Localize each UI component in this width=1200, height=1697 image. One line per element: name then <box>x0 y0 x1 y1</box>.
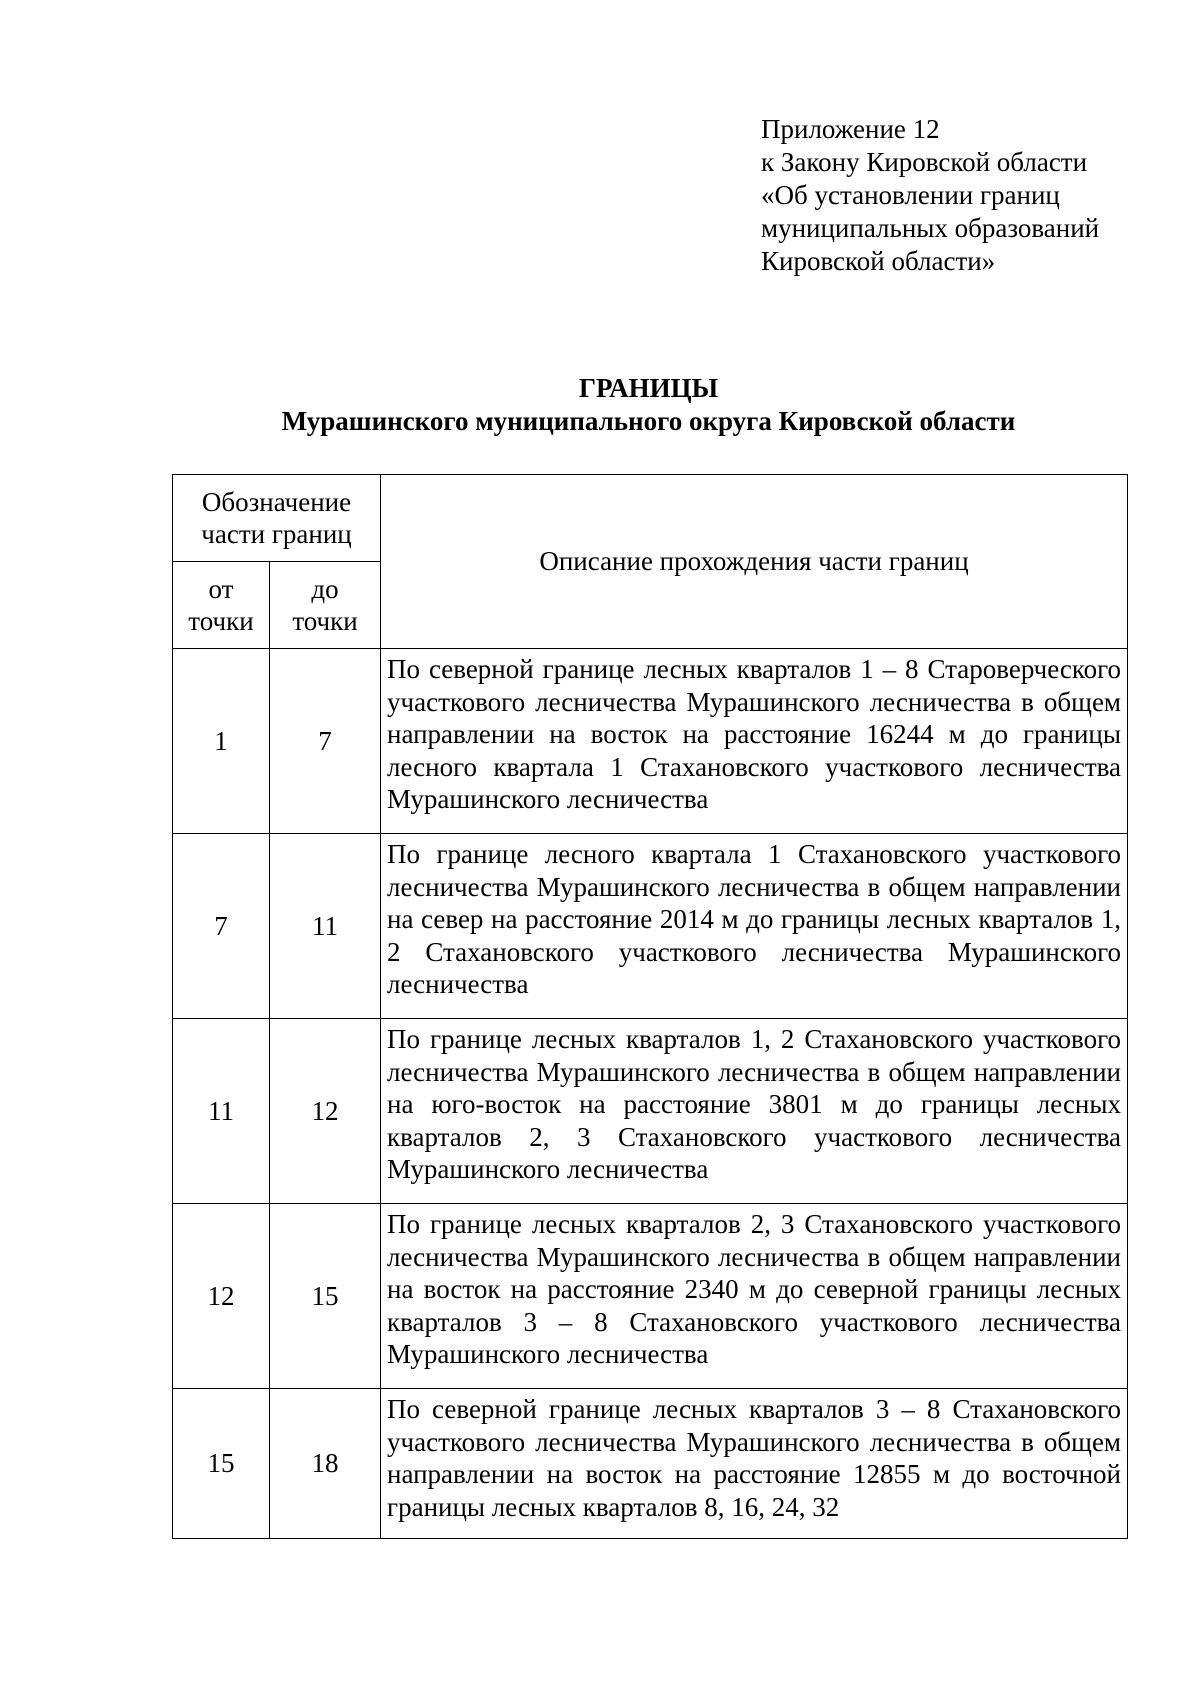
appendix-line: муниципальных образований <box>761 213 1100 243</box>
boundaries-table <box>172 474 1128 1539</box>
header-text: точки <box>188 606 254 636</box>
to-point-cell: 15 <box>270 1204 381 1389</box>
to-point-cell: 18 <box>270 1389 381 1539</box>
header-text: от <box>208 573 234 604</box>
description-cell: По границе лесного квартала 1 Стахановского участкового лесничества Мурашинского лесничества в общем направлении на север на расстояние 2014 м до границы лесных кварталов 1, 2 Стахановского участкового лесничества Мурашинского лесничества <box>381 834 1128 1019</box>
description-cell: По границе лесных кварталов 2, 3 Стахановского участкового лесничества Мурашинского лесничества в общем направлении на восток на расстояние 2340 м до северной границы лесных кварталов 3 – 8 Стахановского участкового лесничества Мурашинского лесничества <box>381 1204 1128 1389</box>
table-row <box>173 1019 1128 1204</box>
header-from-point <box>173 562 270 649</box>
appendix-note <box>761 113 1099 278</box>
header-text: точки <box>292 606 358 636</box>
header-text: части границ <box>201 519 352 549</box>
appendix-line: Кировской области» <box>761 246 996 276</box>
from-point-cell: 15 <box>173 1389 270 1539</box>
appendix-line: Приложение 12 <box>761 114 940 144</box>
description-cell: По северной границе лесных кварталов 3 – 8 Стахановского участкового лесничества Мурашинского лесничества в общем направлении на восток на расстояние 12855 м до восточной границы лесных кварталов 8, 16, 24, 32 <box>381 1389 1128 1539</box>
header-to-point <box>270 562 381 649</box>
to-point-cell: 12 <box>270 1019 381 1204</box>
table-header-row <box>173 475 1128 562</box>
header-boundary-part <box>173 475 381 562</box>
to-point-cell: 7 <box>270 649 381 834</box>
description-cell: По северной границе лесных кварталов 1 – 8 Староверческого участкового лесничества Мурашинского лесничества в общем направлении на восток на расстояние 16244 м до границы лесного квартала 1 Стахановского участкового лесничества Мурашинского лесничества <box>381 649 1128 834</box>
table-row <box>173 1389 1128 1539</box>
from-point-cell: 1 <box>173 649 270 834</box>
from-point-cell: 12 <box>173 1204 270 1389</box>
header-text: до <box>311 573 339 604</box>
from-point-cell: 7 <box>173 834 270 1019</box>
to-point-cell: 11 <box>270 834 381 1019</box>
appendix-line: к Закону Кировской области <box>761 147 1088 177</box>
header-description: Описание прохождения части границ <box>381 475 1128 649</box>
table-row <box>173 834 1128 1019</box>
title-heading: ГРАНИЦЫ <box>578 373 719 403</box>
table-row <box>173 1204 1128 1389</box>
description-cell: По границе лесных кварталов 1, 2 Стахановского участкового лесничества Мурашинского лесничества в общем направлении на юго-восток на расстояние 3801 м до границы лесных кварталов 2, 3 Стахановского участкового лесничества Мурашинского лесничества <box>381 1019 1128 1204</box>
header-text: Обозначение <box>201 486 352 517</box>
appendix-line: «Об установлении границ <box>761 180 1060 210</box>
from-point-cell: 11 <box>173 1019 270 1204</box>
document-title <box>0 372 1200 438</box>
table-row <box>173 649 1128 834</box>
title-subheading: Мурашинского муниципального округа Кировской области <box>281 406 1016 436</box>
